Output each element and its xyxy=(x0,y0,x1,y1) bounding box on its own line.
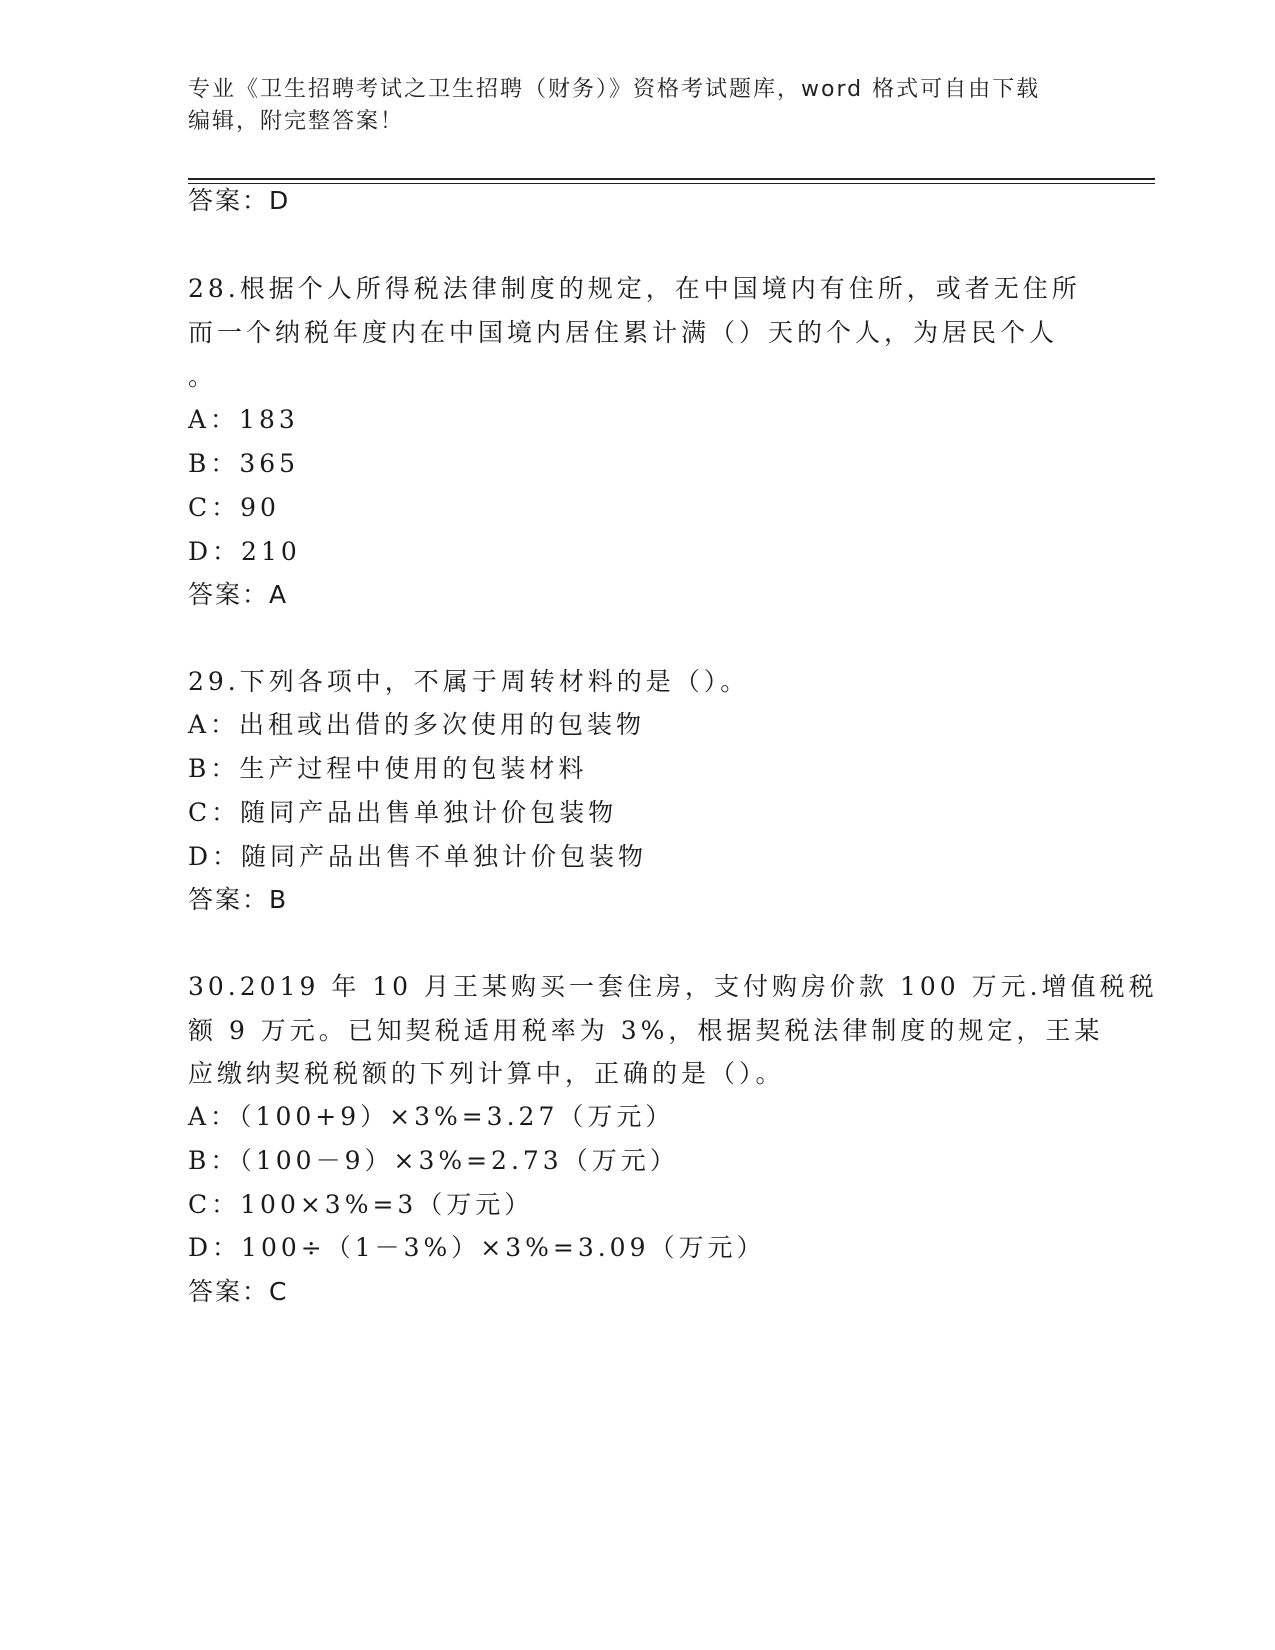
header-line-2: 编辑，附完整答案！ xyxy=(188,109,405,134)
previous-answer: 答案：D xyxy=(188,186,291,215)
question-30-option-c: C：100×3%=3（万元） xyxy=(188,1190,534,1219)
question-29-option-b: B：生产过程中使用的包装材料 xyxy=(188,754,588,783)
question-29-option-c: C：随同产品出售单独计价包装物 xyxy=(188,798,618,827)
question-28-option-d: D：210 xyxy=(188,537,301,566)
document-header xyxy=(188,74,1088,138)
question-29-option-a: A：出租或出借的多次使用的包装物 xyxy=(188,710,646,739)
question-28-stem-line-1: 28.根据个人所得税法律制度的规定，在中国境内有住所，或者无住所 xyxy=(188,274,1081,303)
header-divider-thin xyxy=(188,183,1155,184)
question-30-option-b: B：（100－9）×3%=2.73（万元） xyxy=(188,1146,679,1175)
question-30-option-d: D：100÷（1－3%）×3%=3.09（万元） xyxy=(188,1233,766,1262)
question-28-option-a: A：183 xyxy=(188,405,299,434)
question-30-stem-line-3: 应缴纳契税税额的下列计算中，正确的是（）。 xyxy=(188,1059,785,1088)
header-divider xyxy=(188,178,1155,180)
question-30-answer: 答案：C xyxy=(188,1277,289,1306)
question-30-option-a: A：（100+9）×3%=3.27（万元） xyxy=(188,1102,675,1131)
question-28-stem-line-3: 。 xyxy=(188,362,218,391)
question-29-stem-line-1: 29.下列各项中，不属于周转材料的是（）。 xyxy=(188,667,750,696)
question-28-option-c: C：90 xyxy=(188,493,280,522)
question-30-stem-line-1: 30.2019 年 10 月王某购买一套住房，支付购房价款 100 万元.增值税税 xyxy=(188,972,1158,1001)
question-28-answer: 答案：A xyxy=(188,580,289,609)
question-30-stem-line-2: 额 9 万元。已知契税适用税率为 3%，根据契税法律制度的规定，王某 xyxy=(188,1016,1104,1045)
question-29-option-d: D：随同产品出售不单独计价包装物 xyxy=(188,842,648,871)
question-28-stem-line-2: 而一个纳税年度内在中国境内居住累计满（）天的个人，为居民个人 xyxy=(188,318,1059,347)
question-28-option-b: B：365 xyxy=(188,449,300,478)
header-line-1: 专业《卫生招聘考试之卫生招聘（财务）》资格考试题库，word 格式可自由下载 xyxy=(188,77,1041,102)
question-29-answer: 答案：B xyxy=(188,885,289,914)
